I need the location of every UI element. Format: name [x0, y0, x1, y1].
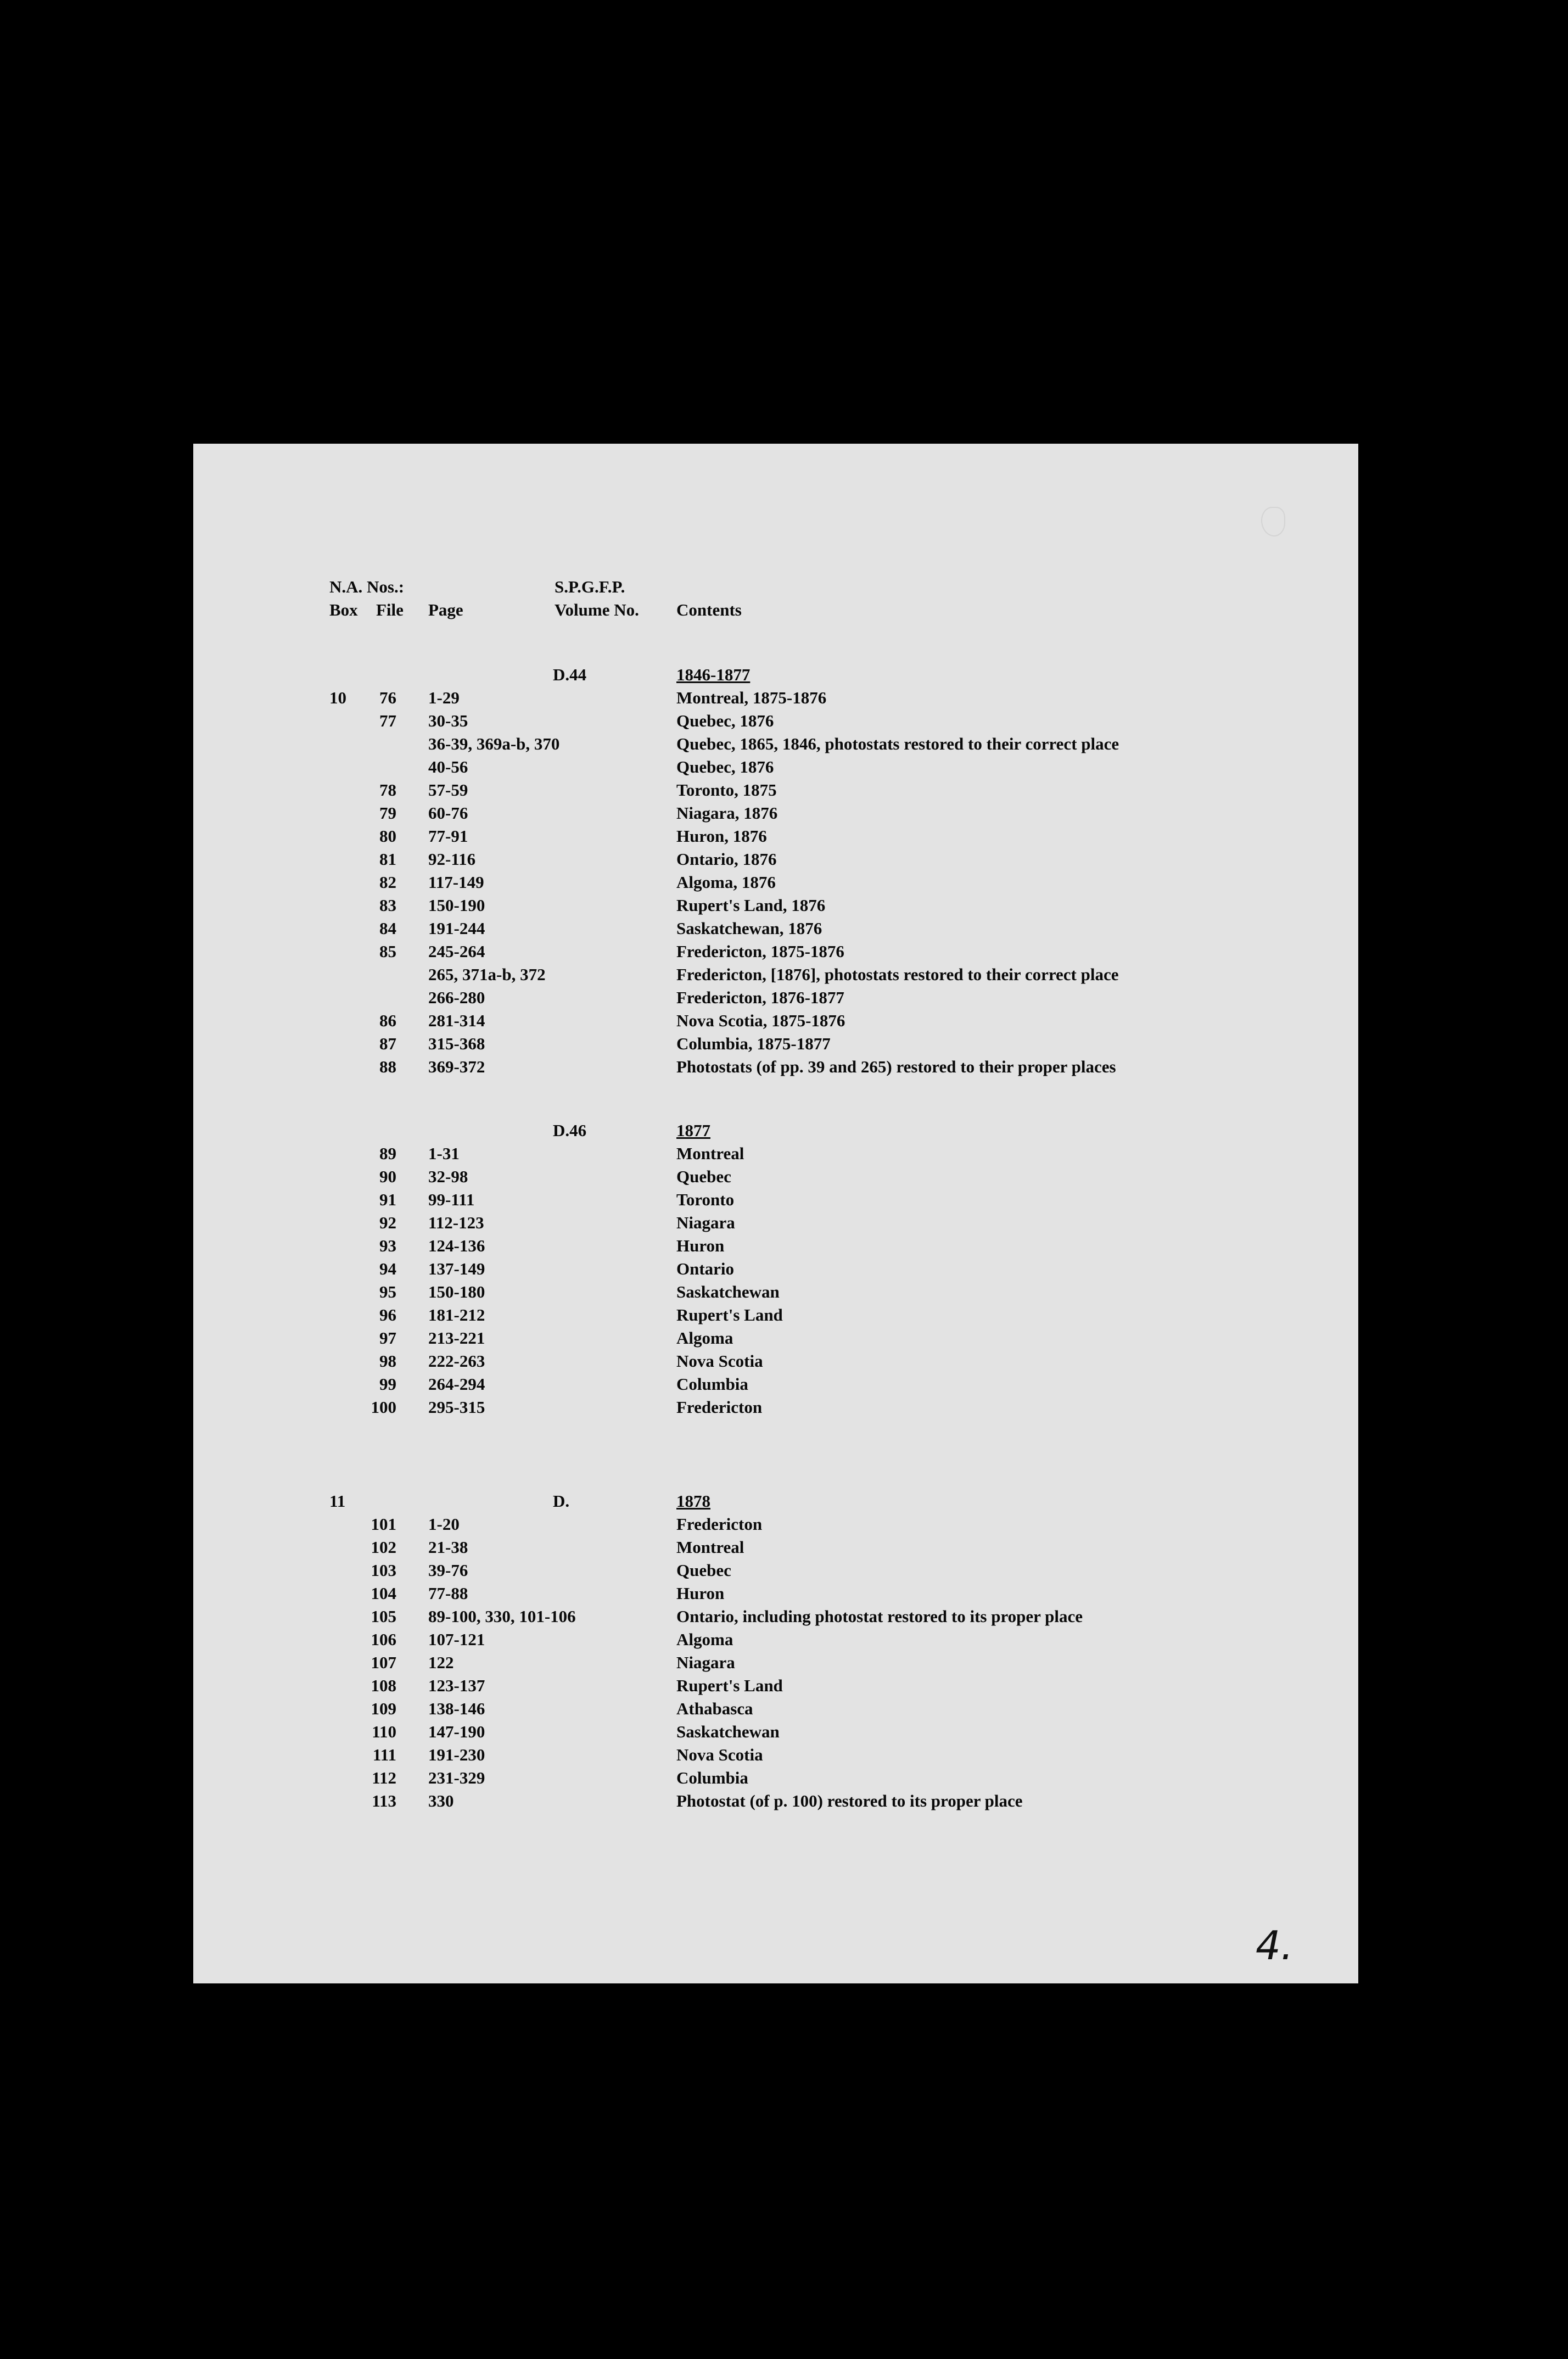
table-row — [193, 1767, 1358, 1790]
table-row — [193, 1188, 1358, 1211]
cell-contents: Nova Scotia — [676, 1351, 763, 1371]
cell-contents: Fredericton, [1876], photostats restored to their correct place — [676, 965, 1119, 984]
table-row — [193, 1304, 1358, 1327]
header-box: Box — [329, 600, 358, 619]
table-row — [193, 1628, 1358, 1651]
cell-page: 77-91 — [428, 826, 468, 846]
section-volume: D.44 — [553, 665, 587, 684]
cell-contents: Saskatchewan — [676, 1722, 780, 1741]
cell-file: 86 — [379, 1011, 396, 1030]
cell-file: 84 — [379, 919, 396, 938]
cell-page: 245-264 — [428, 942, 485, 961]
cell-page: 138-146 — [428, 1699, 485, 1718]
cell-contents: Montreal, 1875-1876 — [676, 688, 827, 707]
cell-file: 94 — [379, 1259, 396, 1278]
table-row — [193, 1743, 1358, 1767]
section-header — [193, 1490, 1358, 1513]
cell-contents: Huron, 1876 — [676, 826, 767, 846]
cell-contents: Nova Scotia — [676, 1745, 763, 1764]
cell-contents: Niagara — [676, 1213, 735, 1232]
cell-file: 79 — [379, 803, 396, 823]
table-row — [193, 1257, 1358, 1281]
cell-contents: Saskatchewan, 1876 — [676, 919, 822, 938]
table-row — [193, 894, 1358, 917]
cell-file: 80 — [379, 826, 396, 846]
cell-file: 112 — [372, 1768, 396, 1787]
section-header — [193, 663, 1358, 686]
table-row — [193, 1142, 1358, 1165]
cell-page: 191-244 — [428, 919, 485, 938]
cell-page: 369-372 — [428, 1057, 485, 1076]
cell-file: 104 — [371, 1584, 396, 1603]
cell-page: 60-76 — [428, 803, 468, 823]
cell-page: 150-190 — [428, 896, 485, 915]
section-header — [193, 1119, 1358, 1142]
section-box: 11 — [329, 1491, 346, 1511]
table-row — [193, 1373, 1358, 1396]
cell-file: 106 — [371, 1630, 396, 1649]
cell-page: 281-314 — [428, 1011, 485, 1030]
cell-contents: Columbia, 1875-1877 — [676, 1034, 831, 1053]
table-row — [193, 1211, 1358, 1234]
cell-file: 99 — [379, 1374, 396, 1394]
table-row — [193, 1651, 1358, 1674]
table-row — [193, 1234, 1358, 1257]
cell-contents: Photostat (of p. 100) restored to its proper place — [676, 1791, 1023, 1810]
table-row — [193, 1350, 1358, 1373]
cell-contents: Fredericton — [676, 1514, 763, 1534]
table-row — [193, 963, 1358, 986]
cell-contents: Quebec, 1876 — [676, 757, 774, 776]
cell-page: 89-100, 330, 101-106 — [428, 1607, 576, 1626]
header-volume-no: Volume No. — [555, 600, 639, 619]
cell-file: 91 — [379, 1190, 396, 1209]
cell-file: 103 — [371, 1561, 396, 1580]
cell-file: 93 — [379, 1236, 396, 1255]
cell-page: 1-29 — [428, 688, 460, 707]
cell-file: 105 — [371, 1607, 396, 1626]
cell-page: 117-149 — [428, 873, 484, 892]
table-row — [193, 1720, 1358, 1743]
table-row — [193, 1536, 1358, 1559]
cell-page: 231-329 — [428, 1768, 485, 1787]
section-period: 1846-1877 — [676, 665, 751, 684]
cell-file: 76 — [379, 688, 396, 707]
cell-contents: Ontario, 1876 — [676, 849, 777, 869]
cell-contents: Fredericton, 1876-1877 — [676, 988, 844, 1007]
table-row — [193, 686, 1358, 709]
cell-contents: Algoma — [676, 1328, 733, 1348]
cell-page: 21-38 — [428, 1538, 468, 1557]
cell-file: 77 — [379, 711, 396, 730]
header-spgfp: S.P.G.F.P. — [555, 577, 625, 596]
section-period: 1877 — [676, 1121, 710, 1140]
cell-contents: Saskatchewan — [676, 1282, 780, 1301]
cell-page: 266-280 — [428, 988, 485, 1007]
header-page: Page — [428, 600, 463, 619]
table-row — [193, 1582, 1358, 1605]
cell-page: 92-116 — [428, 849, 476, 869]
cell-contents: Algoma — [676, 1630, 733, 1649]
cell-contents: Rupert's Land — [676, 1676, 783, 1695]
cell-page: 1-31 — [428, 1144, 460, 1163]
cell-file: 109 — [371, 1699, 396, 1718]
cell-contents: Quebec, 1876 — [676, 711, 774, 730]
cell-contents: Ontario — [676, 1259, 735, 1278]
cell-contents: Ontario, including photostat restored to its proper place — [676, 1607, 1083, 1626]
cell-page: 213-221 — [428, 1328, 485, 1348]
cell-page: 99-111 — [428, 1190, 475, 1209]
cell-contents: Huron — [676, 1236, 725, 1255]
cell-file: 83 — [379, 896, 396, 915]
cell-contents: Huron — [676, 1584, 725, 1603]
table-row — [193, 1281, 1358, 1304]
table-row — [193, 1396, 1358, 1419]
table-row — [193, 1697, 1358, 1720]
cell-contents: Algoma, 1876 — [676, 873, 776, 892]
table-row — [193, 1790, 1358, 1813]
cell-contents: Rupert's Land — [676, 1305, 783, 1324]
cell-page: 315-368 — [428, 1034, 485, 1053]
table-row — [193, 917, 1358, 940]
cell-file: 89 — [379, 1144, 396, 1163]
cell-contents: Fredericton, 1875-1876 — [676, 942, 844, 961]
table-row — [193, 940, 1358, 963]
table-row — [193, 709, 1358, 733]
cell-page: 222-263 — [428, 1351, 485, 1371]
handwritten-page-number: 4. — [1256, 1922, 1293, 1969]
section-volume: D.46 — [553, 1121, 587, 1140]
cell-page: 107-121 — [428, 1630, 485, 1649]
cell-file: 107 — [371, 1653, 396, 1672]
cell-contents: Athabasca — [676, 1699, 753, 1718]
table-row — [193, 1165, 1358, 1188]
table-row — [193, 1009, 1358, 1032]
table-row — [193, 1513, 1358, 1536]
cell-file: 88 — [379, 1057, 396, 1076]
table-row — [193, 802, 1358, 825]
cell-page: 32-98 — [428, 1167, 468, 1186]
cell-page: 122 — [428, 1653, 454, 1672]
cell-contents: Montreal — [676, 1538, 744, 1557]
cell-contents: Columbia — [676, 1374, 748, 1394]
cell-file: 95 — [379, 1282, 396, 1301]
cell-page: 330 — [428, 1791, 454, 1810]
cell-contents: Niagara — [676, 1653, 735, 1672]
document-page — [193, 444, 1358, 1983]
cell-contents: Quebec, 1865, 1846, photostats restored to their correct place — [676, 734, 1119, 753]
cell-contents: Columbia — [676, 1768, 748, 1787]
cell-page: 181-212 — [428, 1305, 485, 1324]
header-file: File — [376, 600, 404, 619]
cell-file: 85 — [379, 942, 396, 961]
header-contents: Contents — [676, 600, 742, 619]
table-row — [193, 825, 1358, 848]
paper-smudge-mark — [1261, 507, 1285, 536]
cell-page: 112-123 — [428, 1213, 484, 1232]
table-row — [193, 871, 1358, 894]
table-row — [193, 1055, 1358, 1078]
cell-contents: Toronto — [676, 1190, 735, 1209]
cell-file: 113 — [372, 1791, 396, 1810]
cell-file: 82 — [379, 873, 396, 892]
table-row — [193, 1605, 1358, 1628]
cell-contents: Photostats (of pp. 39 and 265) restored to their proper places — [676, 1057, 1116, 1076]
cell-file: 92 — [379, 1213, 396, 1232]
cell-page: 265, 371a-b, 372 — [428, 965, 546, 984]
cell-contents: Quebec — [676, 1561, 731, 1580]
cell-contents: Quebec — [676, 1167, 731, 1186]
cell-file: 100 — [371, 1397, 396, 1417]
cell-contents: Rupert's Land, 1876 — [676, 896, 826, 915]
cell-page: 36-39, 369a-b, 370 — [428, 734, 560, 753]
cell-file: 81 — [379, 849, 396, 869]
cell-contents: Fredericton — [676, 1397, 763, 1417]
cell-box: 10 — [329, 688, 346, 707]
cell-page: 150-180 — [428, 1282, 485, 1301]
section-period: 1878 — [676, 1491, 710, 1511]
table-row — [193, 779, 1358, 802]
cell-file: 78 — [379, 780, 396, 800]
table-row — [193, 986, 1358, 1009]
cell-page: 123-137 — [428, 1676, 485, 1695]
cell-file: 96 — [379, 1305, 396, 1324]
cell-page: 30-35 — [428, 711, 468, 730]
table-row — [193, 733, 1358, 756]
cell-contents: Niagara, 1876 — [676, 803, 778, 823]
table-row — [193, 756, 1358, 779]
cell-file: 90 — [379, 1167, 396, 1186]
cell-page: 1-20 — [428, 1514, 460, 1534]
cell-file: 102 — [371, 1538, 396, 1557]
cell-file: 108 — [371, 1676, 396, 1695]
cell-page: 39-76 — [428, 1561, 468, 1580]
cell-page: 137-149 — [428, 1259, 485, 1278]
cell-page: 264-294 — [428, 1374, 485, 1394]
cell-file: 98 — [379, 1351, 396, 1371]
cell-page: 57-59 — [428, 780, 468, 800]
cell-contents: Toronto, 1875 — [676, 780, 777, 800]
header-row-1 — [193, 575, 1358, 599]
table-row — [193, 1032, 1358, 1055]
cell-contents: Nova Scotia, 1875-1876 — [676, 1011, 845, 1030]
cell-page: 77-88 — [428, 1584, 468, 1603]
section-volume: D. — [553, 1491, 570, 1511]
table-row — [193, 1674, 1358, 1697]
table-row — [193, 848, 1358, 871]
cell-file: 97 — [379, 1328, 396, 1348]
cell-page: 40-56 — [428, 757, 468, 776]
cell-file: 111 — [372, 1745, 396, 1764]
cell-file: 101 — [371, 1514, 396, 1534]
header-row-2 — [193, 599, 1358, 622]
cell-page: 191-230 — [428, 1745, 485, 1764]
cell-page: 124-136 — [428, 1236, 485, 1255]
cell-contents: Montreal — [676, 1144, 744, 1163]
table-row — [193, 1559, 1358, 1582]
cell-file: 87 — [379, 1034, 396, 1053]
header-na-nos: N.A. Nos.: — [329, 577, 405, 596]
cell-page: 295-315 — [428, 1397, 485, 1417]
cell-file: 110 — [372, 1722, 396, 1741]
table-row — [193, 1327, 1358, 1350]
cell-page: 147-190 — [428, 1722, 485, 1741]
